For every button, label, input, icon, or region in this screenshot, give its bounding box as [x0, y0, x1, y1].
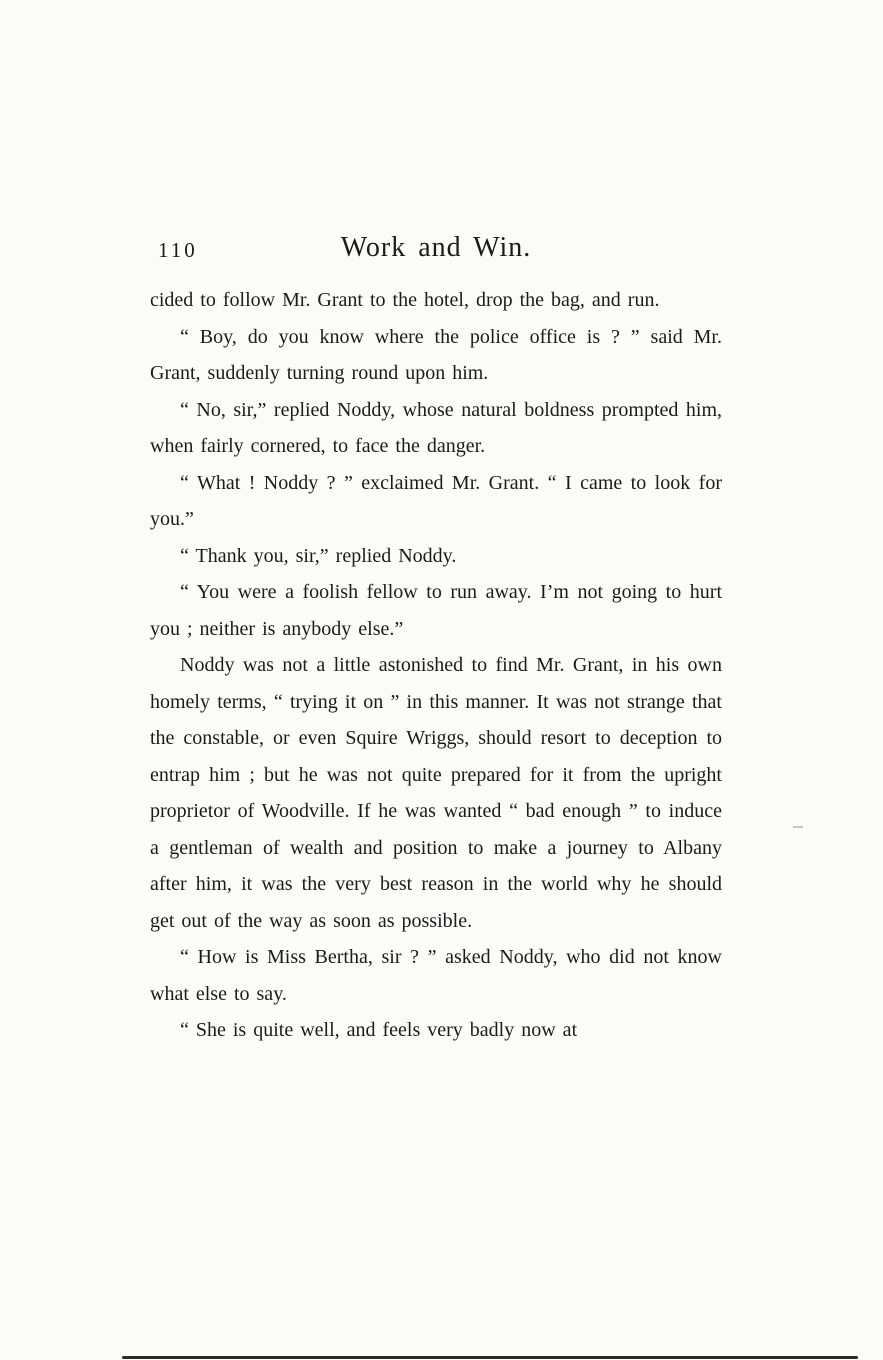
paragraph: “ Boy, do you know where the police office is ? ” said Mr. Grant, suddenly turning round upon him.	[150, 325, 722, 384]
paragraph: “ What ! Noddy ? ” exclaimed Mr. Grant. “ I came to look for you.”	[150, 471, 722, 530]
paragraph: “ Thank you, sir,” replied Noddy.	[180, 544, 457, 567]
paragraph: “ How is Miss Bertha, sir ? ” asked Noddy, who did not know what else to say.	[150, 946, 722, 1005]
page-header	[150, 232, 722, 268]
running-title: Work and Win.	[340, 232, 532, 263]
body-text	[150, 282, 722, 1049]
paragraph: “ No, sir,” replied Noddy, whose natural boldness prompted him, when fairly cornered, to face the danger.	[150, 398, 722, 457]
paragraph: cided to follow Mr. Grant to the hotel, drop the bag, and run.	[150, 289, 660, 311]
page-number: 110	[158, 238, 198, 262]
paragraph: “ She is quite well, and feels very badly now at	[180, 1019, 578, 1041]
paragraph: “ You were a foolish fellow to run away. I’m not going to hurt you ; neither is anybody else.”	[150, 581, 722, 640]
scan-artifact	[793, 826, 803, 828]
paragraph: Noddy was not a little astonished to find Mr. Grant, in his own homely terms, “ trying it on ” in this manner. It was not strange that the constable, or even Squire Wriggs, should resort to deception to entrap him ; but he was not quite prepared for it from the upright proprietor of Woodville. If he was wanted “ bad enough ” to induce a gentleman of wealth and position to make a journey to Albany after him, it was the very best reason in the world why he should get out of the way as soon as possible.	[150, 654, 722, 932]
book-page	[150, 232, 722, 1049]
scan-edge-shadow	[122, 1356, 858, 1359]
